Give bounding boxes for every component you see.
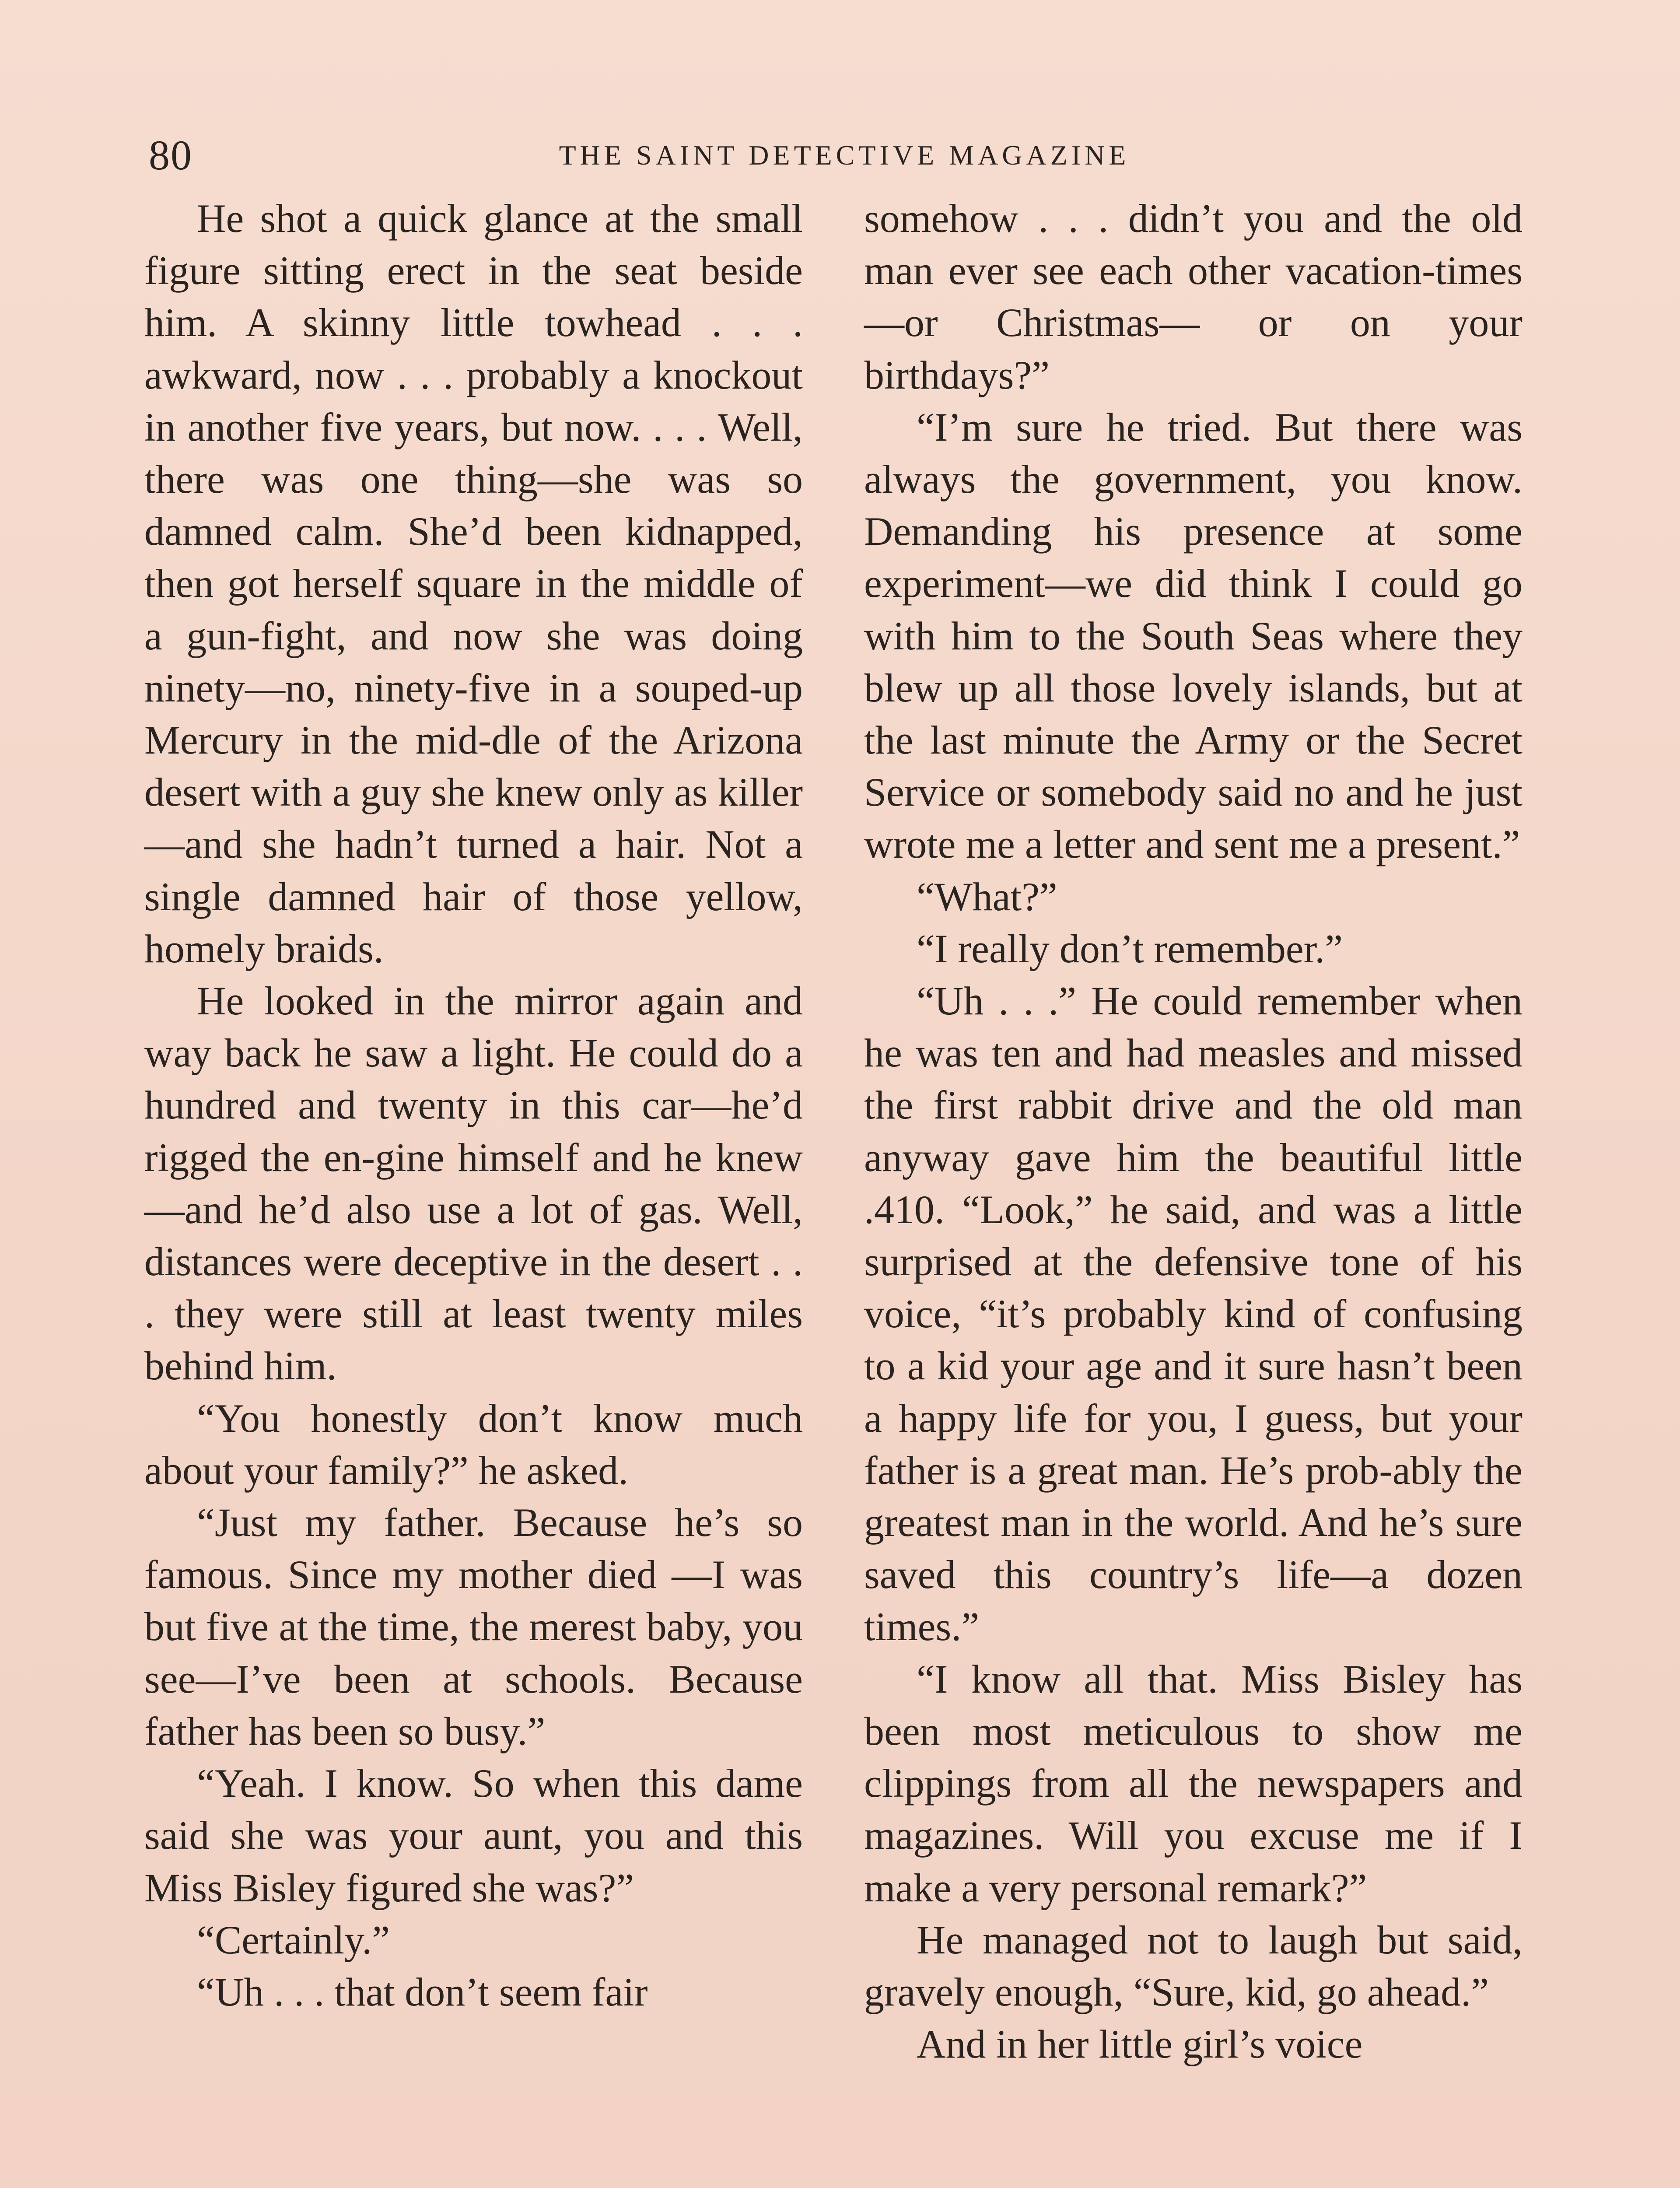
paragraph: “Certainly.” (197, 1917, 390, 1962)
paragraph: He shot a quick glance at the small figure sitting erect in the seat beside him. A skinny little towhead . . . awkward, now . . . probably a knockout in another five years, but now. . . . Well, there was one thing—she was so damned calm. She’d been kidnapped, then got herself square in the middle of a gun-fight, and now she was doing ninety—no, ninety-five in a souped-up Mercury in the mid-dle of the Arizona desert with a guy she knew only as killer—and she hadn’t turned a hair. Not a single damned hair of those yellow, homely braids. (144, 196, 803, 971)
paragraph: “Uh . . . that don’t seem fair (197, 1969, 648, 2014)
paragraph: somehow . . . didn’t you and the old man ever see each other vacation-times—or Christmas— or on your birthdays?” (864, 196, 1522, 397)
paragraph: And in her little girl’s voice (917, 2022, 1363, 2067)
page-number: 80 (149, 132, 192, 179)
paragraph: “Yeah. I know. So when this dame said she was your aunt, you and this Miss Bisley figured she was?” (144, 1761, 803, 1910)
left-column (144, 193, 803, 2188)
paragraph: “What?” (917, 874, 1057, 919)
paragraph: “I really don’t remember.” (917, 926, 1343, 971)
paragraph: He looked in the mirror again and way back he saw a light. He could do a hundred and twenty in this car—he’d rigged the en-gine himself and he knew—and he’d also use a lot of gas. Well, distances were deceptive in the desert . . . they were still at least twenty miles behind him. (144, 978, 803, 1389)
paragraph: He managed not to laugh but said, gravely enough, “Sure, kid, go ahead.” (864, 1917, 1522, 2014)
paragraph: “I know all that. Miss Bisley has been most meticulous to show me clippings from all the newspapers and magazines. Will you excuse me if I make a very personal remark?” (864, 1656, 1522, 1910)
page-header (149, 129, 1540, 182)
paragraph: “Just my father. Because he’s so famous. Since my mother died —I was but five at the time, the merest baby, you see—I’ve been at schools. Because father has been so busy.” (144, 1500, 803, 1753)
running-title: THE SAINT DETECTIVE MAGAZINE (559, 140, 1130, 171)
paragraph: “You honestly don’t know much about your family?” he asked. (144, 1396, 803, 1493)
right-column (864, 193, 1522, 2188)
paragraph: “I’m sure he tried. But there was always the government, you know. Demanding his presence at some experiment—we did think I could go with him to the South Seas where they blew up all those lovely islands, but at the last minute the Army or the Secret Service or somebody said no and he just wrote me a letter and sent me a present.” (864, 404, 1522, 867)
paragraph: “Uh . . .” He could remember when he was ten and had measles and missed the first rabbit drive and the old man anyway gave him the beautiful little .410. “Look,” he said, and was a little surprised at the defensive tone of his voice, “it’s probably kind of confusing to a kid your age and it sure hasn’t been a happy life for you, I guess, but your father is a great man. He’s prob-ably the greatest man in the world. And he’s sure saved this country’s life—a dozen times.” (864, 978, 1522, 1649)
